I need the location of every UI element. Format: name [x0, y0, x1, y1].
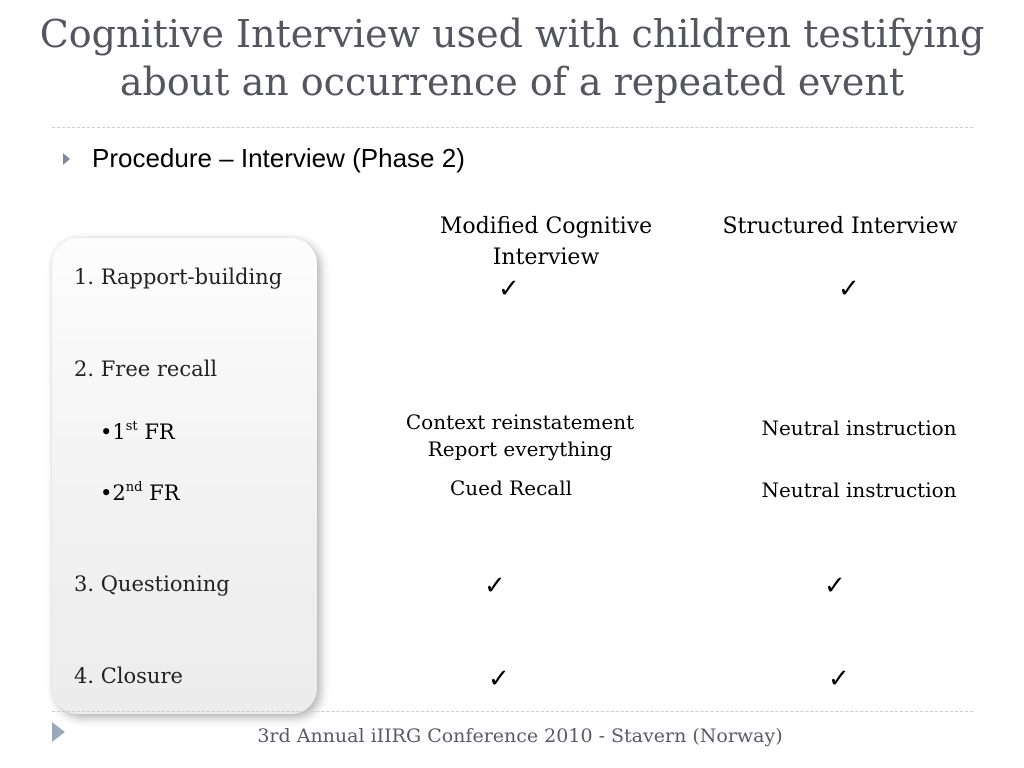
- title-line-1: Cognitive Interview used with children testifying: [39, 12, 985, 56]
- cell-first-fr-si: Neutral instruction: [761, 416, 957, 440]
- step-closure: 4. Closure: [74, 664, 183, 688]
- column-header-mci-line-2: Interview: [492, 245, 600, 270]
- substep-second-fr: [100, 480, 180, 505]
- bullet-arrow-icon: [63, 153, 70, 165]
- check-mark-icon: ✓: [488, 664, 510, 694]
- steps-panel: [52, 238, 317, 714]
- step-questioning: 3. Questioning: [74, 572, 230, 596]
- step-rapport-building: 1. Rapport-building: [74, 265, 283, 289]
- bullet-procedure: Procedure – Interview (Phase 2): [92, 143, 465, 173]
- check-mark-icon: ✓: [498, 274, 520, 304]
- slide-title: [20, 10, 1004, 106]
- substep-second-fr-sup: nd: [125, 480, 143, 495]
- substep-first-fr-suffix: FR: [137, 420, 175, 444]
- substep-first-fr: [100, 419, 175, 444]
- column-header-structured-interview: Structured Interview: [722, 214, 958, 239]
- check-mark-icon: ✓: [484, 571, 506, 601]
- cell-second-fr-mci: Cued Recall: [450, 476, 572, 500]
- substep-second-fr-prefix: •2: [100, 481, 126, 505]
- footer-text: 3rd Annual iIIRG Conference 2010 - Stavern (Norway): [257, 725, 783, 747]
- cell-first-fr-mci: [380, 409, 660, 463]
- cell-first-fr-mci-line-1: Context reinstatement: [405, 410, 635, 434]
- step-free-recall: 2. Free recall: [74, 357, 218, 381]
- top-divider: [52, 127, 973, 128]
- bottom-divider: [52, 711, 973, 712]
- substep-first-fr-sup: st: [125, 419, 138, 434]
- substep-first-fr-prefix: •1: [100, 420, 126, 444]
- substep-second-fr-suffix: FR: [142, 481, 180, 505]
- title-line-2: about an occurrence of a repeated event: [119, 60, 905, 104]
- cell-second-fr-si: Neutral instruction: [761, 478, 957, 502]
- check-mark-icon: ✓: [828, 664, 850, 694]
- check-mark-icon: ✓: [824, 571, 846, 601]
- check-mark-icon: ✓: [838, 274, 860, 304]
- column-header-mci-line-1: Modified Cognitive: [439, 214, 653, 239]
- column-header-modified-cognitive-interview: [420, 211, 672, 273]
- cell-first-fr-mci-line-2: Report everything: [427, 437, 613, 461]
